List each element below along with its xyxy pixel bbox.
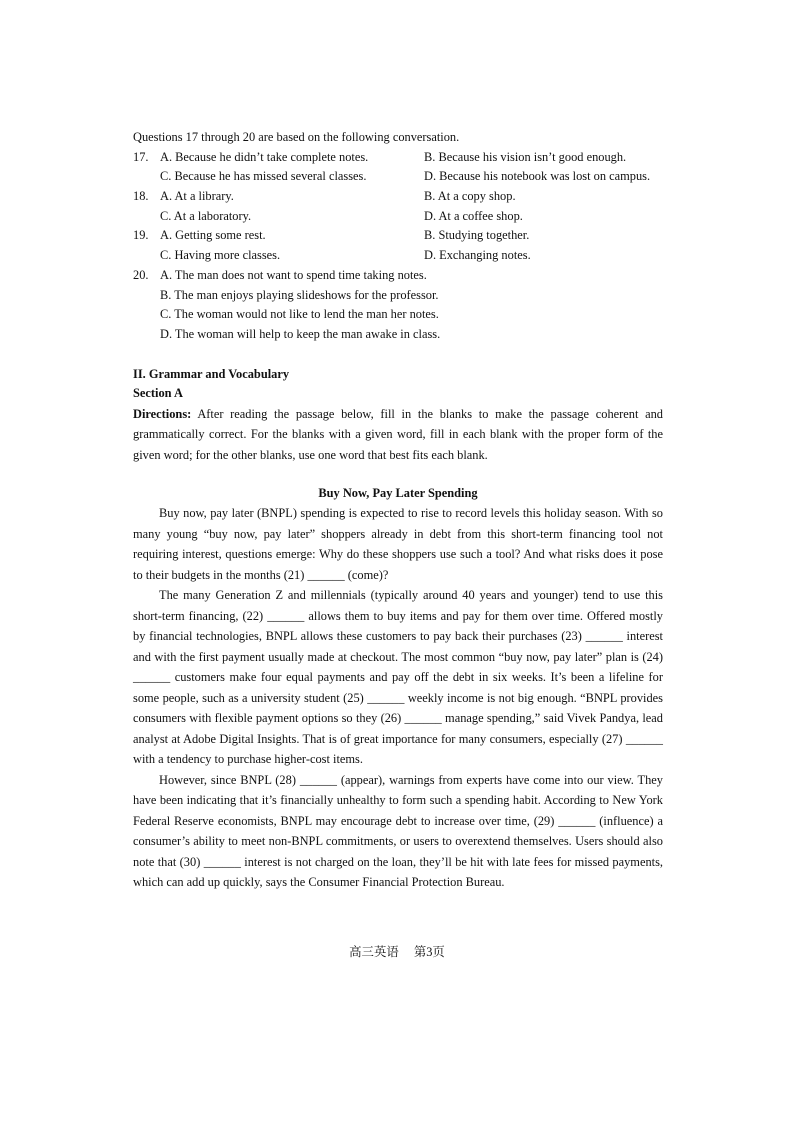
- question-number: 17.: [133, 149, 149, 164]
- question-17: [133, 148, 663, 168]
- question-17-row-2: [133, 167, 663, 187]
- passage-title: Buy Now, Pay Later Spending: [318, 486, 478, 501]
- question-number: 19.: [133, 228, 149, 243]
- exam-page: [133, 128, 663, 893]
- footer-page-number: 第3页: [413, 945, 445, 959]
- question-number: 18.: [133, 189, 149, 204]
- option-c: C. Having more classes.: [160, 248, 281, 263]
- footer-subject: 高三英语: [349, 945, 399, 959]
- option-a: A. Because he didn’t take complete notes.: [160, 149, 369, 164]
- question-20-option-b-row: [133, 286, 663, 306]
- listening-intro: Questions 17 through 20 are based on the following conversation.: [133, 130, 460, 144]
- option-c: C. The woman would not like to lend the man her notes.: [160, 307, 439, 322]
- question-20-option-d-row: [133, 325, 663, 345]
- question-18-row-2: [133, 207, 663, 227]
- option-a: A. The man does not want to spend time taking notes.: [160, 267, 427, 282]
- passage-paragraph-3: However, since BNPL (28) ______ (appear), warnings from experts have come into our view. They have been indicating that it’s financially unhealthy to form such a spending habit. According to New York Federal Reserve economists, BNPL may encourage debt to increase over time, (29) ______ (influence) a consumer’s ability to meet non-BNPL commitments, or users to overextend themselves. Users should also note that (30) ______ interest is not charged on the loan, they’ll be hit with late fees for missed payments, which can add up quickly, says the Consumer Financial Protection Bureau.: [133, 772, 663, 890]
- option-c: C. Because he has missed several classes.: [160, 169, 367, 184]
- passage-paragraph-1: Buy now, pay later (BNPL) spending is expected to rise to record levels this holiday season. With so many young “buy now, pay later” shoppers already in debt from this short-term financing tool not requiring interest, questions emerge: Why do these shoppers use such a tool? And what risks does it pose to their budgets in the months (21) ______ (come)?: [133, 506, 663, 582]
- option-d: D. The woman will help to keep the man awake in class.: [160, 326, 441, 341]
- directions-label: Directions:: [133, 406, 192, 421]
- option-c: C. At a laboratory.: [160, 208, 252, 223]
- option-b: B. The man enjoys playing slideshows for the professor.: [160, 287, 439, 302]
- question-19-row-2: [133, 246, 663, 266]
- question-20: [133, 266, 663, 286]
- section-heading: II. Grammar and Vocabulary: [133, 366, 290, 381]
- question-20-option-c-row: [133, 305, 663, 325]
- option-a: A. Getting some rest.: [160, 228, 266, 243]
- section-subheading: Section A: [133, 386, 183, 401]
- option-b: B. Studying together.: [424, 228, 530, 243]
- directions-text: After reading the passage below, fill in the blanks to make the passage coherent and grammatically correct. For the blanks with a given word, fill in each blank with the proper form of the given word; for the other blanks, use one word that best fits each blank.: [133, 406, 663, 462]
- option-d: D. At a coffee shop.: [424, 208, 523, 223]
- option-d: D. Exchanging notes.: [424, 248, 531, 263]
- directions: [133, 404, 663, 466]
- question-19: [133, 226, 663, 246]
- option-d: D. Because his notebook was lost on campus.: [424, 169, 651, 184]
- option-b: B. At a copy shop.: [424, 189, 516, 204]
- passage-paragraph-2: The many Generation Z and millennials (typically around 40 years and younger) tend to use this short-term financing, (22) ______ allows them to buy items and pay for them over time. Offered mostly by financial technologies, BNPL allows these customers to pay back their purchases (23) ______ interest and with the first payment usually made at checkout. The most common “buy now, pay later” plan is (24) ______ customers make four equal payments and pay off the debt in six weeks. It’s been a lifeline for some people, such as a university student (25) ______ weekly income is not big enough. “BNPL provides consumers with flexible payment options so they (26) ______ manage spending,” said Vivek Pandya, lead analyst at Adobe Digital Insights. That is of great importance for many consumers, especially (27) ______ with a tendency to purchase higher-cost items.: [133, 588, 663, 767]
- page-footer: [0, 942, 794, 960]
- option-b: B. Because his vision isn’t good enough.: [424, 149, 627, 164]
- question-18: [133, 187, 663, 207]
- question-number: 20.: [133, 267, 149, 282]
- option-a: A. At a library.: [160, 189, 234, 204]
